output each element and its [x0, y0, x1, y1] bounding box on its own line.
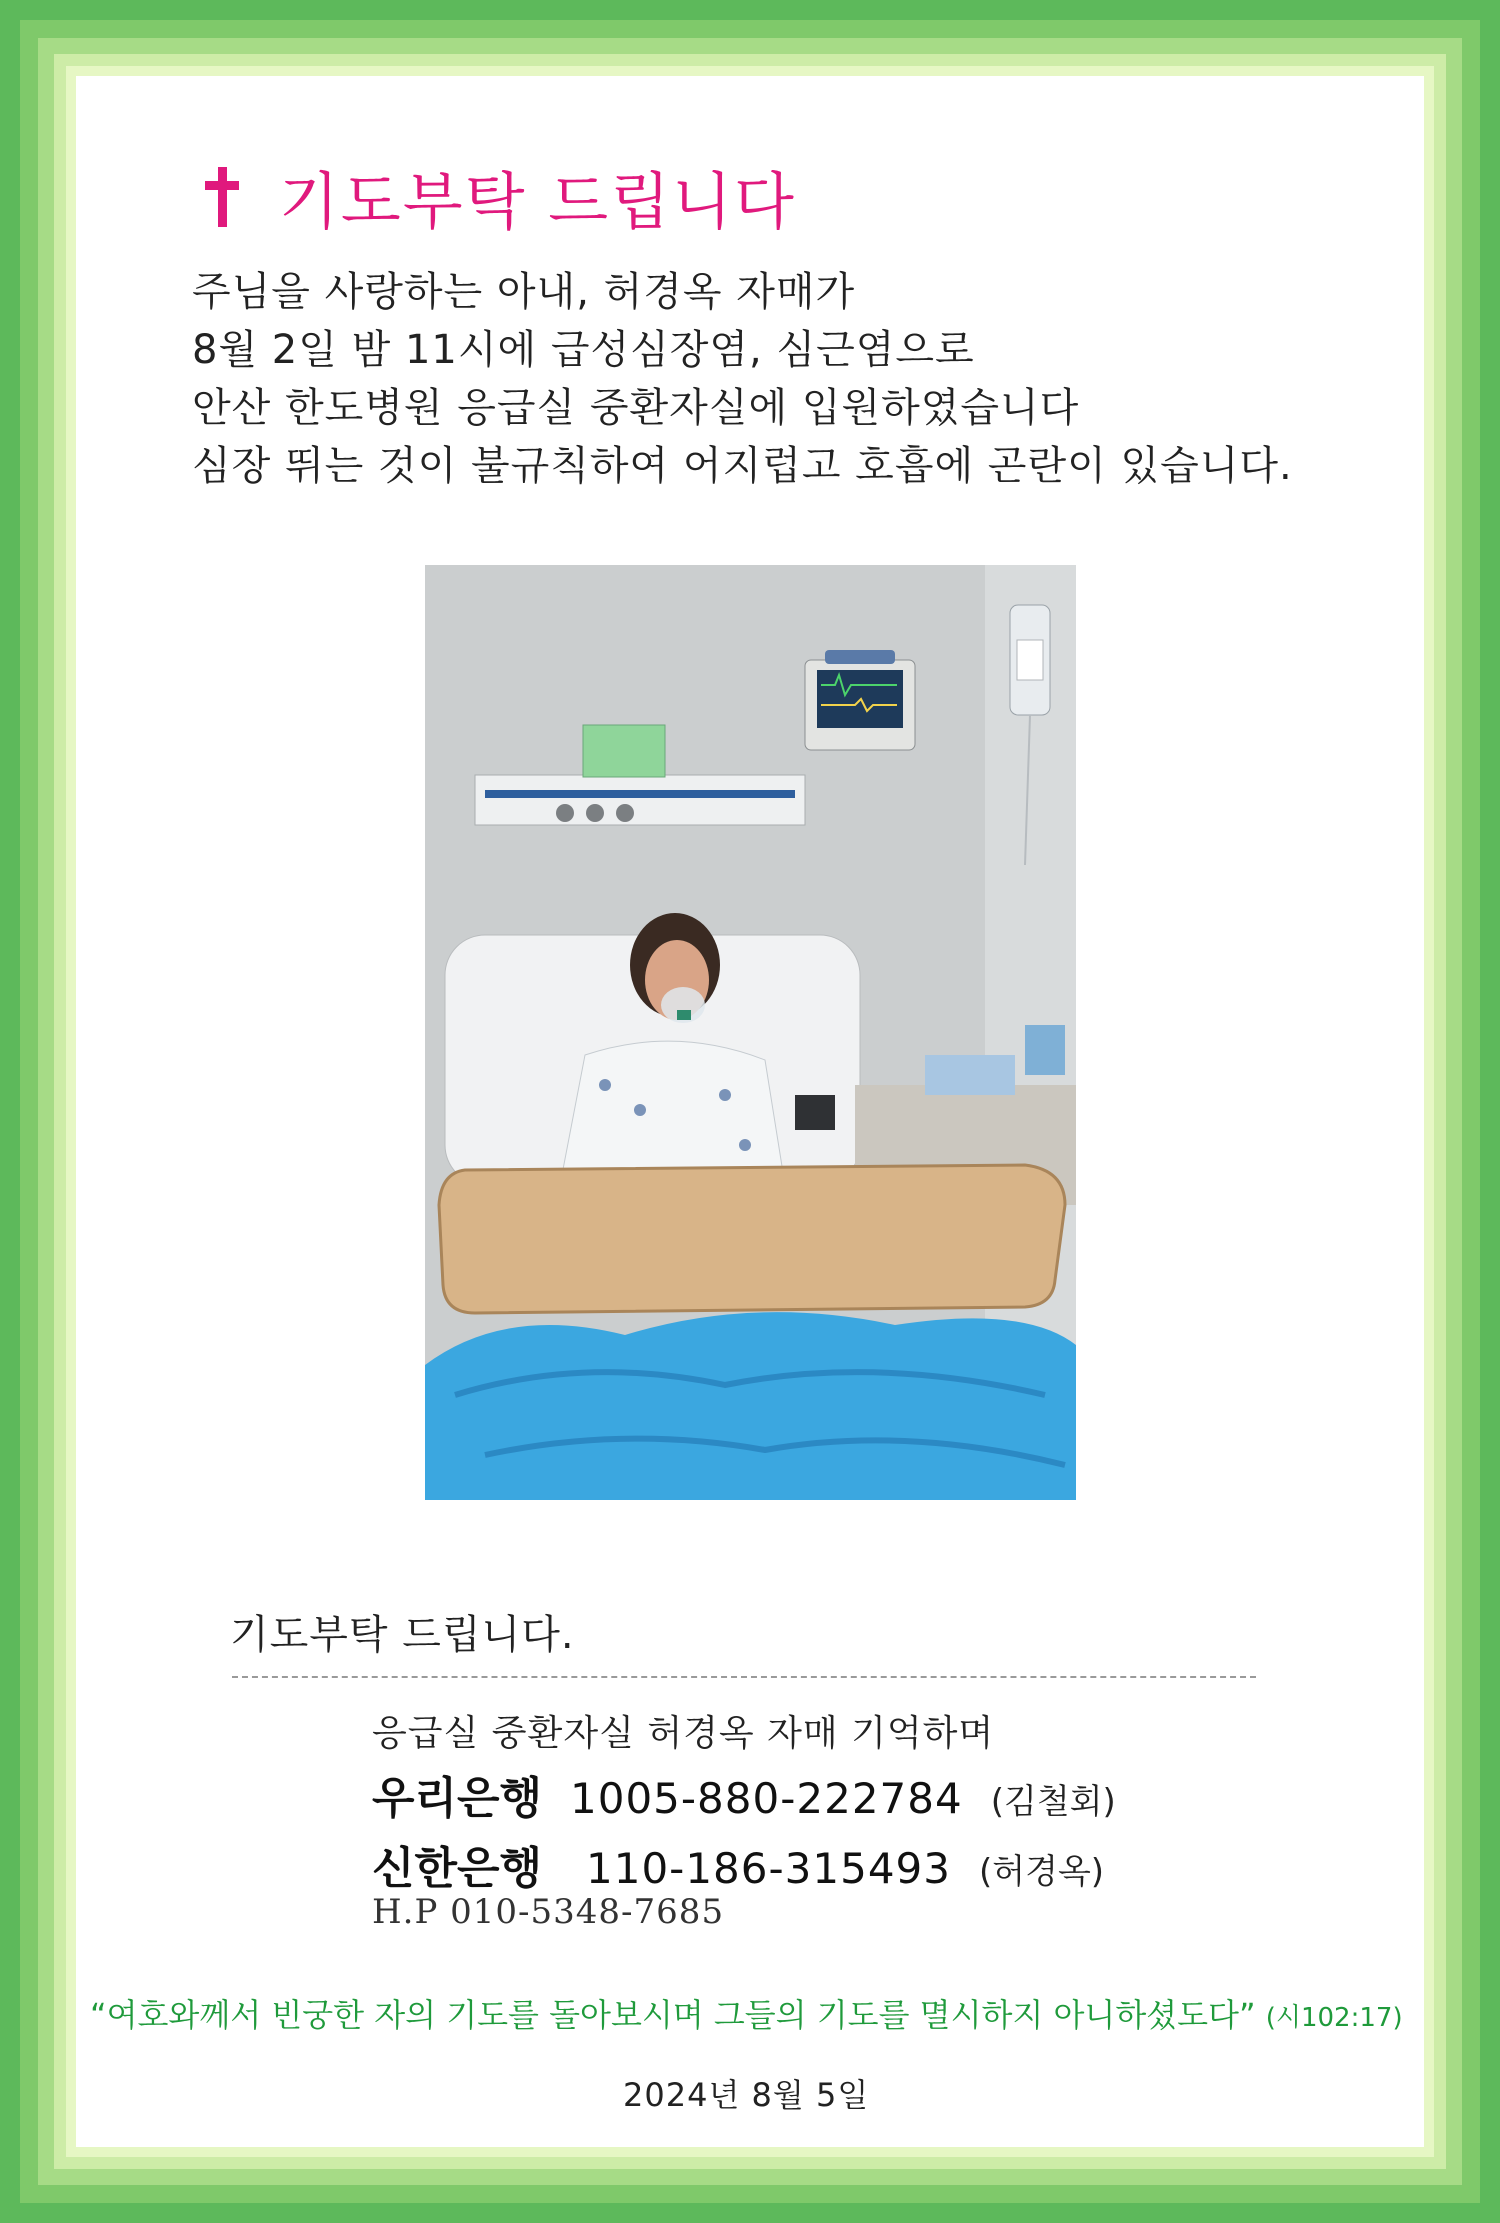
account-number: 1005-880-222784 — [570, 1774, 963, 1823]
bank-name: 우리은행 — [372, 1773, 543, 1824]
cross-icon — [205, 167, 239, 227]
account-holder: (허경옥) — [979, 1852, 1105, 1892]
account-number: 110-186-315493 — [586, 1844, 951, 1893]
bank-name: 신한은행 — [372, 1843, 543, 1894]
account-holder: (김철회) — [990, 1782, 1116, 1822]
page-title — [205, 152, 796, 241]
body-paragraph — [192, 263, 1293, 495]
page-title-text: 기도부탁 드립니다 — [279, 165, 796, 238]
bible-verse — [90, 1990, 1403, 2036]
bank-account-row — [372, 1762, 1116, 1826]
body-line: 심장 뛰는 것이 불규칙하여 어지럽고 호흡에 곤란이 있습니다. — [192, 443, 1293, 489]
dashed-divider — [232, 1676, 1256, 1678]
memo-line: 응급실 중환자실 허경옥 자매 기억하며 — [372, 1713, 995, 1754]
body-line: 안산 한도병원 응급실 중환자실에 입원하였습니다 — [192, 385, 1080, 431]
body-line: 8월 2일 밤 11시에 급성심장염, 심근염으로 — [192, 327, 975, 373]
photo-illustration — [425, 565, 1076, 1500]
prayer-request-line: 기도부탁 드립니다. — [230, 1612, 575, 1658]
phone-number: H.P 010-5348-7685 — [372, 1892, 725, 1932]
bank-account-row — [372, 1832, 1104, 1896]
body-line: 주님을 사랑하는 아내, 허경옥 자매가 — [192, 269, 856, 315]
verse-text: “여호와께서 빈궁한 자의 기도를 돌아보시며 그들의 기도를 멸시하지 아니하셨도다” — [90, 1996, 1256, 2034]
date-line: 2024년 8월 5일 — [623, 2076, 870, 2114]
verse-reference: (시102:17) — [1265, 2003, 1403, 2033]
hospital-patient-photo — [425, 565, 1076, 1500]
